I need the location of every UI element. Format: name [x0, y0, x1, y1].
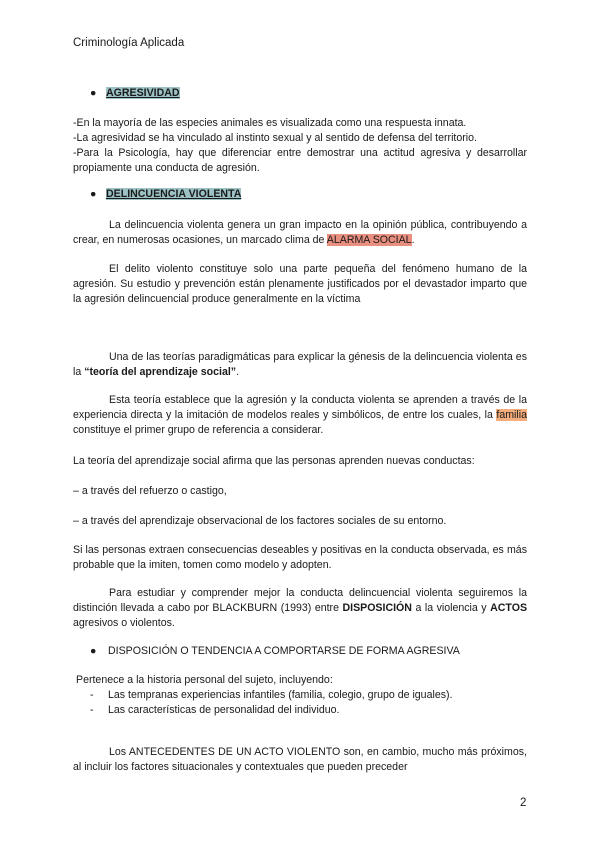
dash-item-experiencias	[90, 689, 452, 701]
bullet-disposicion	[90, 645, 460, 657]
paragraph-teoria-establece	[73, 393, 527, 438]
text-line: -La agresividad se ha vinculado al instinto sexual y al sentido de defensa del territorio.	[73, 132, 477, 144]
dash-icon: -	[90, 689, 94, 701]
dash-icon: -	[90, 704, 94, 716]
paragraph-text: Para estudiar y comprender mejor la conducta delincuencial violenta seguiremos la distinción llevada a cabo por BLACKBURN (1993) entre	[73, 587, 527, 614]
paragraph-text: constituye el primer grupo de referencia a considerar.	[73, 424, 324, 436]
paragraph-text: Una de las teorías paradigmáticas para explicar la génesis de la delincuencia violenta es la	[73, 351, 527, 378]
paragraph-alarma-social	[73, 218, 527, 248]
paragraph-teorias	[73, 350, 527, 380]
paragraph-text: .	[411, 234, 415, 246]
paragraph-consecuencias: Si las personas extraen consecuencias deseables y positivas en la conducta observada, es más probable que la imiten, tomen como modelo y adopten.	[73, 544, 527, 571]
text-line: -Para la Psicología, hay que diferenciar entre demostrar una actitud agresiva y desarrollar	[73, 147, 527, 159]
paragraph-blackburn	[73, 586, 527, 631]
section-heading-delincuencia-violenta	[90, 188, 241, 200]
paragraph-text: .	[236, 366, 240, 378]
heading-text: DELINCUENCIA VIOLENTA	[106, 188, 242, 200]
bold-actos: ACTOS	[490, 602, 528, 614]
highlight-alarma-social: ALARMA SOCIAL	[326, 234, 412, 246]
bullet-text: DISPOSICIÓN O TENDENCIA A COMPORTARSE DE FORMA AGRESIVA	[108, 645, 460, 657]
bullet-icon: ●	[90, 87, 97, 99]
paragraph-pertenece: Pertenece a la historia personal del sujeto, incluyendo:	[76, 674, 333, 686]
paragraph-delito-violento: El delito violento constituye solo una parte pequeña del fenómeno humano de la agresión. Su estudio y prevención están plenamente justificados por el devastador imparto que la agresión delincuencial produce generalmente en la víctima	[73, 263, 527, 305]
dash-text: Las tempranas experiencias infantiles (familia, colegio, grupo de iguales).	[108, 689, 453, 701]
running-header: Criminología Aplicada	[73, 37, 185, 49]
bullet-icon: ●	[90, 188, 97, 200]
text-line: propiamente una conducta de agresión.	[73, 162, 260, 174]
dash-item-personalidad	[90, 704, 339, 716]
dash-text: Las características de personalidad del individuo.	[108, 704, 340, 716]
paragraph-afirma: La teoría del aprendizaje social afirma que las personas aprenden nuevas conductas:	[73, 455, 475, 467]
paragraph-text: agresivos o violentos.	[73, 617, 175, 629]
page-number: 2	[520, 797, 527, 809]
paragraph-antecedentes: Los ANTECEDENTES DE UN ACTO VIOLENTO son, en cambio, mucho más próximos, al incluir los factores situacionales y contextuales que pueden preceder	[73, 746, 527, 773]
bullet-icon: ●	[90, 645, 97, 657]
bold-disposicion: DISPOSICIÓN	[342, 602, 412, 614]
heading-text: AGRESIVIDAD	[106, 87, 180, 99]
text-line: -En la mayoría de las especies animales es visualizada como una respuesta innata.	[73, 117, 467, 129]
bold-teoria-aprendizaje: “teoría del aprendizaje social”	[84, 366, 237, 378]
paragraph-text: La delincuencia violenta genera un gran impacto en la opinión pública, contribuyendo a crear, en numerosas ocasiones, un marcado clima de	[73, 219, 527, 246]
section-heading-agresividad	[90, 87, 180, 99]
paragraph-text: Esta teoría establece que la agresión y la conducta violenta se aprenden a través de la experiencia directa y la imitación de modelos reales y simbólicos, de entre los cuales, la	[73, 394, 527, 421]
highlight-familia: familia	[496, 409, 527, 421]
paragraph-text: a la violencia y	[411, 602, 491, 614]
agresividad-list	[73, 116, 527, 176]
list-line-observacional: – a través del aprendizaje observacional de los factores sociales de su entorno.	[73, 515, 447, 527]
list-line-refuerzo: – a través del refuerzo o castigo,	[73, 485, 227, 497]
